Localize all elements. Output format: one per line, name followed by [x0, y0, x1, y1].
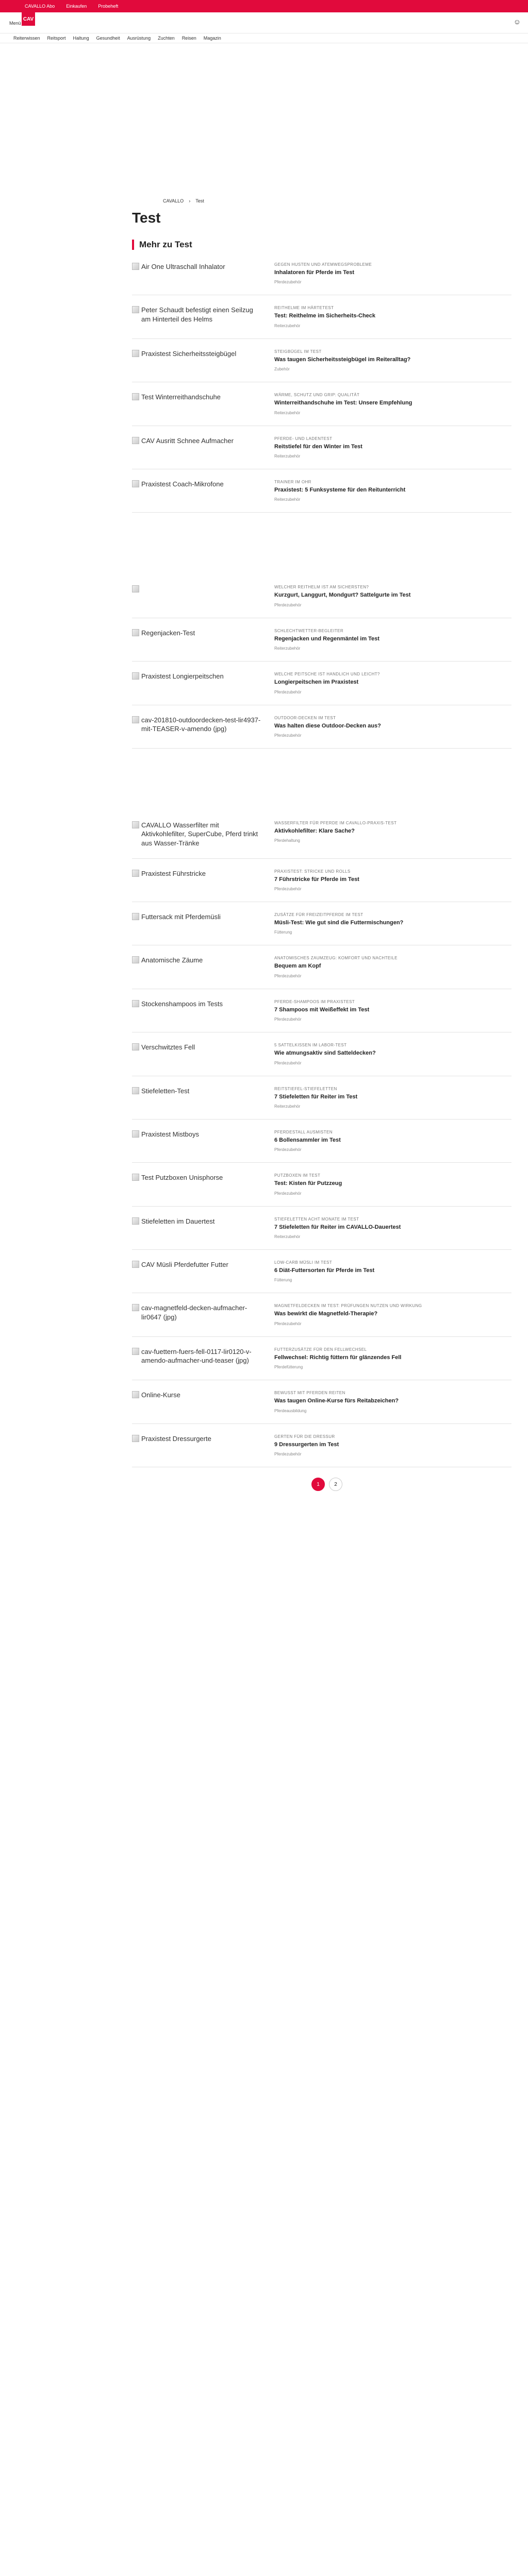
broken-image-icon: [132, 1174, 139, 1181]
article-category: TRAINER IM OHR: [274, 479, 311, 484]
article-image-alt: cav-fuettern-fuers-fell-0117-lir0120-v-amendo-aufmacher-und-teaser (jpg): [141, 1347, 252, 1365]
article-teaser[interactable]: [132, 999, 512, 1032]
article-title[interactable]: 7 Führstricke für Pferde im Test: [274, 876, 359, 883]
article-category: OUTDOOR-DECKEN IM TEST: [274, 715, 336, 720]
article-image[interactable]: [132, 912, 274, 935]
article-meta: [274, 629, 512, 651]
page-title: Test: [132, 210, 161, 226]
article-image-alt: Praxistest Sicherheitssteigbügel: [141, 349, 237, 358]
broken-image-icon: [132, 1304, 139, 1311]
broken-image-icon: [132, 350, 139, 357]
article-image-alt: Stiefeletten im Dauertest: [141, 1217, 215, 1225]
article-type: Pferdezubehör: [274, 280, 302, 285]
article-image-alt: Online-Kurse: [141, 1391, 180, 1399]
article-teaser[interactable]: [132, 629, 512, 662]
article-title[interactable]: Müsli-Test: Wie gut sind die Futtermischungen?: [274, 919, 404, 926]
article-image[interactable]: [132, 1391, 274, 1413]
broken-image-icon: [132, 1348, 139, 1355]
article-meta: [274, 1434, 512, 1456]
nav-item[interactable]: Reisen: [182, 36, 196, 41]
pagination: [132, 1478, 512, 1491]
article-category: PRAXISTEST: STRICKE UND ROLLS: [274, 869, 351, 874]
article-meta: [274, 1217, 512, 1239]
broken-image-icon: [132, 870, 139, 877]
article-title[interactable]: Aktivkohlefilter: Klare Sache?: [274, 827, 355, 834]
article-type: Pferdezubehör: [274, 886, 302, 891]
page-button-2[interactable]: 2: [329, 1478, 342, 1491]
article-title[interactable]: 6 Diät-Futtersorten für Pferde im Test: [274, 1267, 375, 1274]
broken-image-icon: [132, 716, 139, 723]
nav-item[interactable]: Ausrüstung: [127, 36, 151, 41]
article-category: WELCHER REITHELM IST AM SICHERSTEN?: [274, 585, 369, 590]
article-meta: [274, 821, 512, 848]
article-title[interactable]: 6 Bollensammler im Test: [274, 1137, 341, 1143]
broken-image-icon: [132, 1043, 139, 1050]
article-type: Reiterzubehör: [274, 453, 301, 459]
broken-image-icon: [132, 1130, 139, 1138]
article-category: WÄRME, SCHUTZ UND GRIP: QUALITÄT: [274, 393, 360, 398]
article-teaser[interactable]: [132, 1260, 512, 1293]
ad-space: [132, 523, 512, 585]
article-category: BEWUSST MIT PFERDEN REITEN: [274, 1391, 345, 1396]
article-type: Reiterzubehör: [274, 497, 301, 502]
article-teaser[interactable]: [132, 393, 512, 426]
article-teaser[interactable]: [132, 869, 512, 902]
article-image[interactable]: [132, 436, 274, 459]
article-image[interactable]: [132, 1130, 274, 1152]
article-category: ANATOMISCHES ZAUMZEUG: KOMFORT UND NACHTEILE: [274, 956, 398, 961]
article-title[interactable]: Winterreithandschuhe im Test: Unsere Empfehlung: [274, 400, 412, 406]
article-title[interactable]: Fellwechsel: Richtig füttern für glänzendes Fell: [274, 1354, 402, 1361]
nav-item[interactable]: Gesundheit: [96, 36, 120, 41]
article-image-alt: Futtersack mit Pferdemüsli: [141, 912, 221, 921]
article-image-alt: Praxistest Führstricke: [141, 869, 206, 877]
broken-image-icon: [132, 437, 139, 444]
article-category: ZUSÄTZE FÜR FREIZEITPFERDE IM TEST: [274, 912, 364, 917]
broken-image-icon: [132, 1435, 139, 1442]
article-title[interactable]: Regenjacken und Regenmäntel im Test: [274, 635, 380, 642]
article-category: GEGEN HUSTEN UND ATEMWEGSPROBLEME: [274, 262, 372, 267]
article-image-alt: cav-201810-outdoordecken-test-lir4937-mit-TEASER-v-amendo (jpg): [141, 716, 261, 733]
article-image-alt: cav-magnetfeld-decken-aufmacher-lir0647 (jpg): [141, 1304, 248, 1321]
article-category: REITHELME IM HÄRTETEST: [274, 306, 334, 311]
article-meta: [274, 716, 512, 738]
article-type: Pferdezubehör: [274, 1060, 302, 1065]
article-teaser[interactable]: [132, 585, 512, 618]
top-promo-bar: [0, 0, 528, 12]
article-teaser[interactable]: [132, 956, 512, 989]
article-type: Fütterung: [274, 930, 292, 935]
article-title[interactable]: Was taugen Sicherheitssteigbügel im Reiteralltag?: [274, 356, 411, 363]
article-type: Reiterzubehör: [274, 1104, 301, 1109]
article-type: Reiterzubehör: [274, 646, 301, 651]
article-image[interactable]: [132, 1217, 274, 1239]
section-accent-bar: [132, 240, 134, 250]
article-list: [132, 262, 512, 1467]
article-meta: [274, 1173, 512, 1195]
article-teaser[interactable]: [132, 1391, 512, 1423]
article-title[interactable]: Inhalatoren für Pferde im Test: [274, 269, 355, 276]
article-teaser[interactable]: [132, 1434, 512, 1467]
ad-space: [132, 759, 512, 821]
broken-image-icon: [132, 393, 139, 400]
main-content: [132, 198, 512, 1491]
article-image[interactable]: [132, 306, 274, 328]
article-title[interactable]: 7 Shampoos mit Weißeffekt im Test: [274, 1006, 370, 1013]
article-image-alt: Praxistest Coach-Mikrofone: [141, 480, 224, 488]
article-image-alt: Test Winterreithandschuhe: [141, 393, 221, 401]
nav-item[interactable]: Magazin: [203, 36, 221, 41]
article-image[interactable]: [132, 672, 274, 694]
article-image[interactable]: [132, 1434, 274, 1456]
article-image-alt: CAV Müsli Pferdefutter Futter: [141, 1261, 228, 1269]
article-meta: [274, 436, 512, 459]
broken-image-icon: [132, 1000, 139, 1007]
broken-image-icon: [132, 1087, 139, 1094]
article-meta: [274, 1391, 512, 1413]
user-icon[interactable]: ☺: [513, 18, 521, 26]
article-meta: [274, 1303, 512, 1326]
article-title[interactable]: Longierpeitschen im Praxistest: [274, 679, 359, 686]
article-type: Pferdezubehör: [274, 1452, 302, 1457]
article-meta: [274, 1347, 512, 1369]
article-category: STIEFELETTEN ACHT MONATE IM TEST: [274, 1216, 359, 1222]
article-image-alt: Peter Schaudt befestigt einen Seilzug am Hinterteil des Helms: [141, 306, 253, 323]
breadcrumb-item: Test: [195, 198, 204, 204]
article-meta: [274, 1130, 512, 1152]
article-image-alt: Stiefeletten-Test: [141, 1087, 190, 1095]
article-title[interactable]: Was halten diese Outdoor-Decken aus?: [274, 722, 381, 729]
article-meta: [274, 393, 512, 415]
article-title[interactable]: Test: Reithelme im Sicherheits-Check: [274, 313, 376, 319]
article-title[interactable]: Bequem am Kopf: [274, 963, 321, 970]
article-type: Reiterzubehör: [274, 323, 301, 328]
article-image[interactable]: [132, 349, 274, 371]
article-meta: [274, 585, 512, 607]
article-image[interactable]: [132, 1043, 274, 1065]
article-meta: [274, 956, 512, 978]
article-image[interactable]: [132, 585, 274, 607]
article-image[interactable]: [132, 869, 274, 891]
article-title[interactable]: 7 Stiefeletten für Reiter im CAVALLO-Dauertest: [274, 1224, 401, 1230]
article-teaser[interactable]: [132, 1087, 512, 1120]
article-image[interactable]: [132, 1303, 274, 1326]
article-teaser[interactable]: [132, 1130, 512, 1163]
article-teaser[interactable]: [132, 306, 512, 338]
article-image[interactable]: [132, 262, 274, 284]
article-meta: [274, 999, 512, 1022]
section-title: Mehr zu Test: [139, 240, 192, 249]
article-meta: [274, 1260, 512, 1282]
article-image[interactable]: [132, 956, 274, 978]
article-teaser[interactable]: [132, 672, 512, 705]
article-image-alt: Praxistest Longierpeitschen: [141, 672, 224, 681]
promo-link[interactable]: CAVALLO Abo: [25, 4, 55, 9]
article-teaser[interactable]: [132, 262, 512, 295]
breadcrumb: [163, 198, 512, 204]
article-category: 5 SATTELKISSEN IM LABOR-TEST: [274, 1043, 347, 1048]
article-image-alt: Praxistest Dressurgerte: [141, 1434, 211, 1443]
article-image-alt: Stockenshampoos im Tests: [141, 999, 223, 1008]
article-title[interactable]: Kurzgurt, Langgurt, Mondgurt? Sattelgurte im Test: [274, 592, 411, 599]
article-teaser[interactable]: [132, 1217, 512, 1250]
article-meta: [274, 912, 512, 935]
article-title[interactable]: Test: Kisten für Putzzeug: [274, 1180, 342, 1187]
broken-image-icon: [132, 956, 139, 963]
breadcrumb-item[interactable]: CAVALLO: [163, 198, 184, 204]
article-teaser[interactable]: [132, 1347, 512, 1380]
article-type: Pferdezubehör: [274, 1321, 302, 1326]
article-meta: [274, 1043, 512, 1065]
article-meta: [274, 869, 512, 891]
breadcrumb-separator: ›: [189, 198, 191, 204]
article-type: Pferdezubehör: [274, 1017, 302, 1022]
article-image[interactable]: [132, 1347, 274, 1369]
broken-image-icon: [132, 672, 139, 680]
promo-link[interactable]: Probeheft: [98, 4, 119, 9]
article-image[interactable]: [132, 1087, 274, 1109]
article-title[interactable]: Was bewirkt die Magnetfeld-Therapie?: [274, 1311, 378, 1317]
article-type: Pferdezubehör: [274, 689, 302, 694]
page-button-1[interactable]: 1: [311, 1478, 325, 1491]
promo-link[interactable]: Einkaufen: [66, 4, 87, 9]
broken-image-icon: [132, 306, 139, 313]
promo-links: [25, 4, 118, 9]
article-image-alt: Test Putzboxen Unisphorse: [141, 1174, 223, 1182]
article-type: Pferdezubehör: [274, 733, 302, 738]
menu-button[interactable]: Menü: [9, 21, 21, 26]
article-type: Reiterzubehör: [274, 410, 301, 415]
nav-item[interactable]: Haltung: [73, 36, 89, 41]
article-category: PUTZBOXEN IM TEST: [274, 1173, 321, 1178]
article-teaser[interactable]: [132, 1043, 512, 1076]
article-type: Pferdezubehör: [274, 973, 302, 978]
article-image[interactable]: [132, 1260, 274, 1282]
article-image[interactable]: [132, 821, 274, 848]
broken-image-icon: [132, 1261, 139, 1268]
article-teaser[interactable]: [132, 480, 512, 513]
article-image[interactable]: [132, 1173, 274, 1195]
section-header: [132, 240, 512, 250]
article-category: WELCHE PEITSCHE IST HANDLICH UND LEICHT?: [274, 672, 380, 677]
article-type: Pferdezubehör: [274, 1147, 302, 1153]
broken-image-icon: [132, 585, 139, 592]
article-category: PFERDESTALL AUSMISTEN: [274, 1129, 333, 1134]
article-category: LOW-CARB MÜSLI IM TEST: [274, 1260, 333, 1265]
article-type: Reiterzubehör: [274, 1234, 301, 1240]
article-category: PFERDE-SHAMPOOS IM PRAXISTEST: [274, 999, 355, 1004]
article-title[interactable]: Wie atmungsaktiv sind Satteldecken?: [274, 1050, 376, 1057]
article-meta: [274, 262, 512, 284]
article-type: Fütterung: [274, 1278, 292, 1283]
article-type: Pferdeausbildung: [274, 1408, 307, 1413]
article-image[interactable]: [132, 716, 274, 738]
article-teaser[interactable]: [132, 1303, 512, 1336]
nav-item[interactable]: Zuchten: [158, 36, 175, 41]
article-category: STEIGBÜGEL IM TEST: [274, 349, 322, 354]
article-title[interactable]: 9 Dressurgerten im Test: [274, 1441, 339, 1448]
article-image-alt: Regenjacken-Test: [141, 629, 195, 637]
main-nav: [0, 33, 528, 43]
article-image[interactable]: [132, 393, 274, 415]
article-title[interactable]: Reitstiefel für den Winter im Test: [274, 443, 362, 450]
article-type: Zubehör: [274, 367, 290, 372]
article-teaser[interactable]: [132, 912, 512, 945]
nav-item[interactable]: Reitsport: [47, 36, 66, 41]
site-logo[interactable]: CAV: [22, 12, 35, 26]
article-meta: [274, 672, 512, 694]
article-image[interactable]: [132, 629, 274, 651]
article-image-alt: CAVALLO Wasserfilter mit Aktivkohlefilter, SuperCube, Pferd trinkt aus Wasser-Tränke: [141, 821, 258, 847]
article-title[interactable]: Was taugen Online-Kurse fürs Reitabzeichen?: [274, 1398, 399, 1404]
article-meta: [274, 349, 512, 371]
article-type: Pferdezubehör: [274, 1191, 302, 1196]
broken-image-icon: [132, 629, 139, 636]
article-title[interactable]: 7 Stiefeletten für Reiter im Test: [274, 1093, 358, 1100]
article-image-alt: Air One Ultraschall Inhalator: [141, 263, 225, 270]
article-category: PFERDE- UND LADENTEST: [274, 436, 333, 441]
broken-image-icon: [132, 480, 139, 487]
article-teaser[interactable]: [132, 1173, 512, 1206]
article-teaser[interactable]: [132, 716, 512, 749]
article-title[interactable]: Praxistest: 5 Funksysteme für den Reitunterricht: [274, 486, 406, 493]
article-teaser[interactable]: [132, 349, 512, 382]
article-image-alt: Verschwitztes Fell: [141, 1043, 195, 1052]
article-category: MAGNETFELDECKEN IM TEST: PRÜFUNGEN NUTZEN UND WIRKUNG: [274, 1303, 422, 1309]
broken-image-icon: [132, 263, 139, 270]
article-meta: [274, 480, 512, 502]
article-type: Pferdehaltung: [274, 838, 300, 843]
article-meta: [274, 1087, 512, 1109]
article-category: GERTEN FÜR DIE DRESSUR: [274, 1434, 335, 1439]
site-header: [0, 12, 528, 33]
article-image-alt: Praxistest Mistboys: [141, 1130, 199, 1138]
broken-image-icon: [132, 821, 139, 828]
article-teaser[interactable]: [132, 821, 512, 859]
broken-image-icon: [132, 913, 139, 920]
article-category: WASSERFILTER FÜR PFERDE IM CAVALLO-PRAXIS-TEST: [274, 820, 397, 825]
article-category: REITSTIEFEL-STIEFELETTEN: [274, 1086, 337, 1091]
broken-image-icon: [132, 1217, 139, 1225]
article-type: Pferdefütterung: [274, 1365, 303, 1370]
article-image-alt: CAV Ausritt Schnee Aufmacher: [141, 436, 234, 445]
broken-image-icon: [132, 1391, 139, 1398]
article-image[interactable]: [132, 480, 274, 502]
nav-item[interactable]: Reiterwissen: [13, 36, 40, 41]
article-image-alt: Anatomische Zäume: [141, 956, 203, 964]
article-teaser[interactable]: [132, 436, 512, 469]
article-meta: [274, 306, 512, 328]
article-category: SCHLECHTWETTER-BEGLEITER: [274, 628, 344, 633]
article-type: Pferdezubehör: [274, 602, 302, 607]
article-category: FUTTERZUSÄTZE FÜR DEN FELLWECHSEL: [274, 1347, 367, 1352]
article-image[interactable]: [132, 999, 274, 1022]
